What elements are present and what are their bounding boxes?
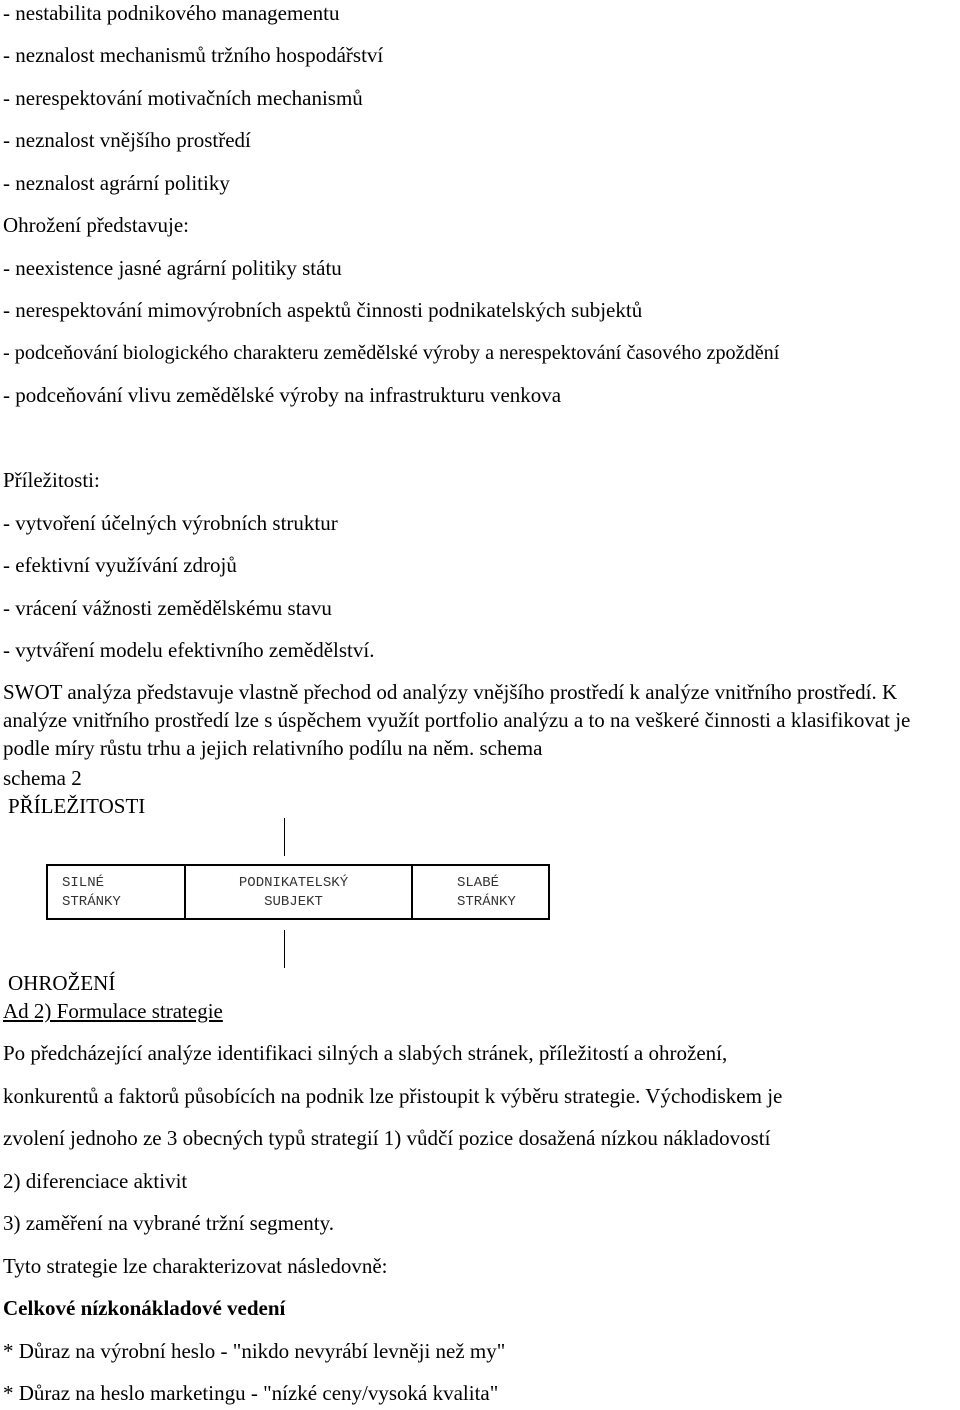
cost-leadership-heading: Celkové nízkonákladové vedení [3, 1296, 286, 1320]
paragraph-line: konkurentů a faktorů působících na podnik lze přistoupit k výběru strategie. Východiskem je [3, 1084, 783, 1108]
diagram-bottom-label: OHROŽENÍ [8, 971, 116, 995]
list-item: - nestabilita podnikového managementu [3, 1, 340, 25]
list-item: - vrácení vážnosti zemědělskému stavu [3, 596, 332, 620]
swot-paragraph: SWOT analýza představuje vlastně přechod od analýzy vnějšího prostředí k analýze vnitřního prostředí. K analýze vnitřního prostředí lze s úspěchem využít portfolio analýzu a to na veškeré činnosti a klasifikovat je podle míry růstu trhu a jejich relativního podílu na něm. schema [3, 680, 911, 760]
business-subject-cell: PODNIKATELSKÝ SUBJEKT [238, 875, 349, 910]
list-item: * Důraz na heslo marketingu - "nízké ceny/vysoká kvalita" [3, 1381, 499, 1405]
list-item: - nerespektování mimovýrobních aspektů činnosti podnikatelských subjektů [3, 298, 643, 322]
diagram-top-label: PŘÍLEŽITOSTI [8, 794, 146, 818]
threats-heading: Ohrožení představuje: [3, 213, 190, 237]
weaknesses-cell: SLABÉ STRÁNKY [457, 875, 516, 910]
list-item: - neexistence jasné agrární politiky státu [3, 256, 342, 280]
paragraph-line: 2) diferenciace aktivit [3, 1169, 188, 1193]
list-item: - podceňování vlivu zemědělské výroby na infrastrukturu venkova [3, 383, 562, 407]
list-item: - neznalost agrární politiky [3, 171, 230, 195]
list-item: - vytvoření účelných výrobních struktur [3, 511, 338, 535]
opportunities-heading: Příležitosti: [3, 468, 100, 492]
list-item: - efektivní využívání zdrojů [3, 553, 237, 577]
list-item: - podceňování biologického charakteru zemědělské výroby a nerespektování časového zpoždění [3, 342, 780, 364]
list-item: - vytváření modelu efektivního zemědělství. [3, 638, 375, 662]
strengths-cell: SILNÉ STRÁNKY [62, 875, 121, 910]
diagram-connector-top [284, 818, 285, 856]
paragraph-line: Tyto strategie lze charakterizovat následovně: [3, 1254, 388, 1278]
list-item: * Důraz na výrobní heslo - "nikdo nevyrábí levněji než my" [3, 1339, 506, 1363]
list-item: - neznalost mechanismů tržního hospodářství [3, 43, 384, 67]
list-item: - nerespektování motivačních mechanismů [3, 86, 363, 110]
paragraph-line: zvolení jednoho ze 3 obecných typů strategií 1) vůdčí pozice dosažená nízkou nákladovostí [3, 1126, 771, 1150]
diagram-connector-bottom [284, 930, 285, 968]
diagram-divider [411, 866, 413, 918]
paragraph-line: Po předcházející analýze identifikaci silných a slabých stránek, příležitostí a ohrožení, [3, 1041, 728, 1065]
section-heading: Ad 2) Formulace strategie [3, 999, 223, 1023]
schema-label: schema 2 [3, 766, 82, 790]
paragraph-line: 3) zaměření na vybrané tržní segmenty. [3, 1211, 334, 1235]
list-item: - neznalost vnějšího prostředí [3, 128, 251, 152]
